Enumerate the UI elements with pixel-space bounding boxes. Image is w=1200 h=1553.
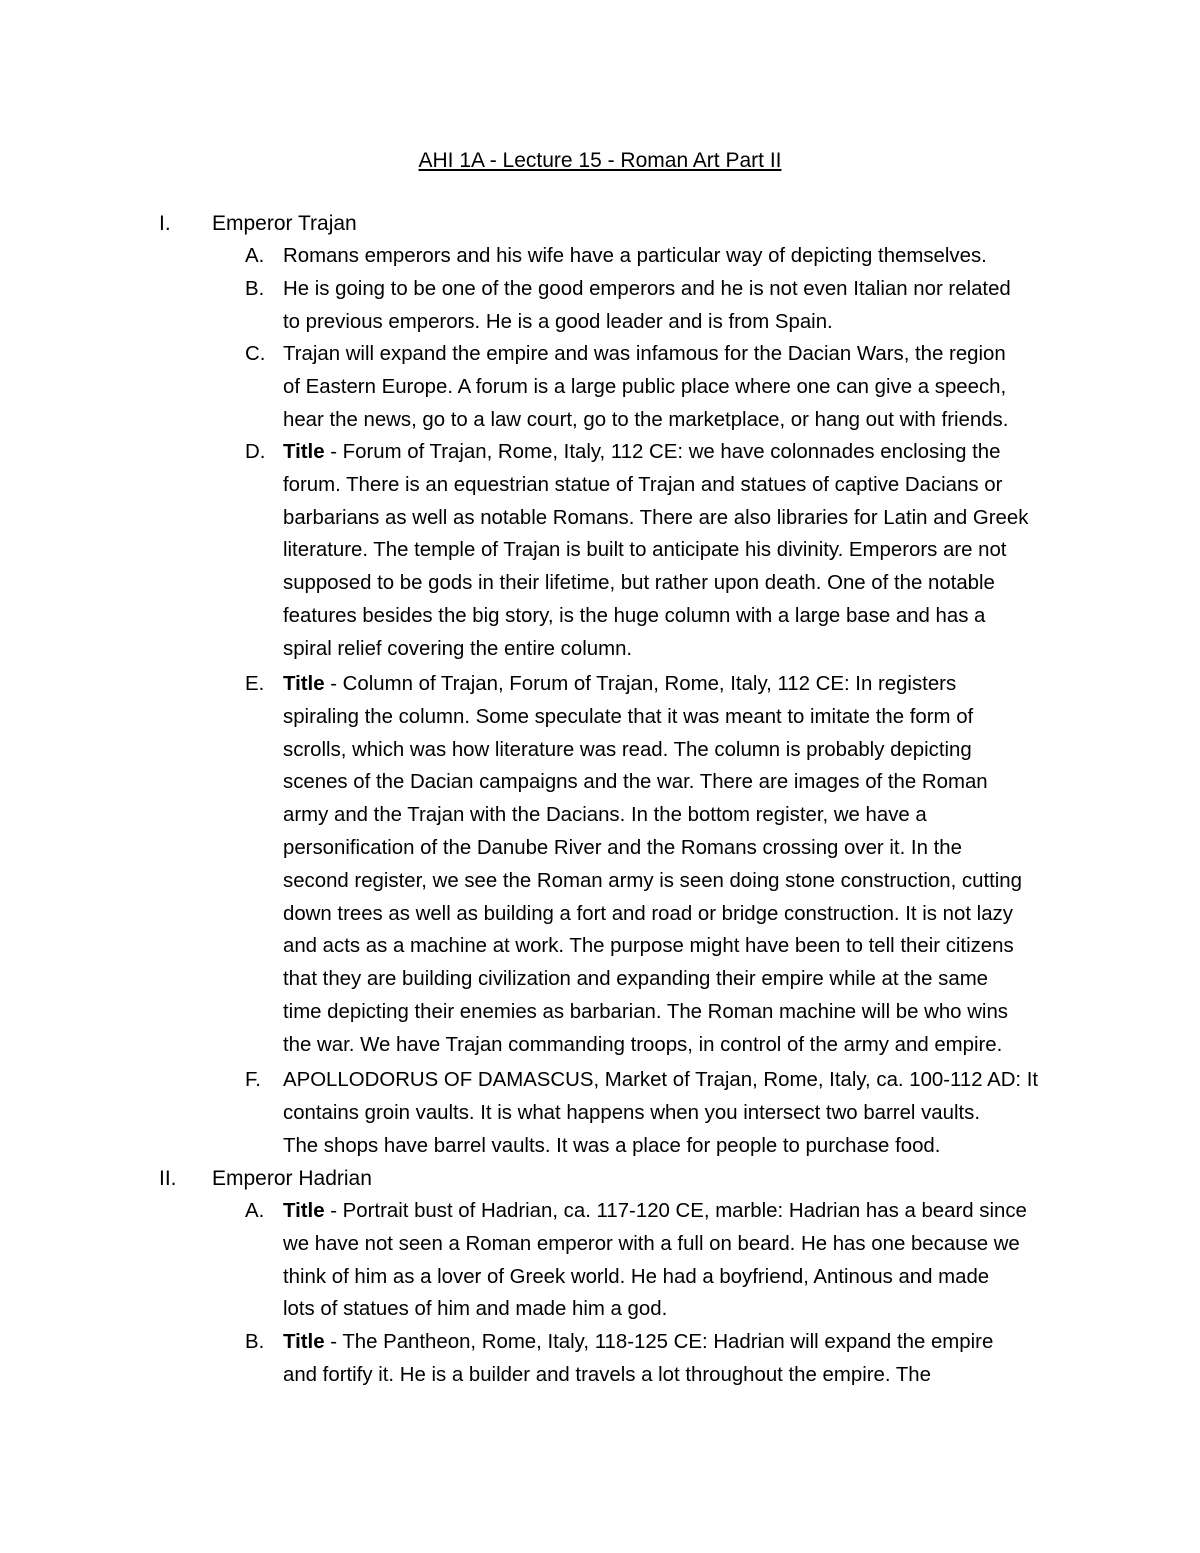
item-line: time depicting their enemies as barbarian. The Roman machine will be who wins [283,1000,1008,1023]
title-label: Title [283,441,325,463]
section-title: Emperor Hadrian [212,1167,372,1190]
item-body [283,1064,1068,1162]
item-line: supposed to be gods in their lifetime, but rather upon death. One of the notable [283,572,995,595]
item-line: spiraling the column. Some speculate that it was meant to imitate the form of [283,705,974,728]
item-line: spiral relief covering the entire column. [283,637,633,660]
item-letter: C. [245,343,266,365]
item-line: hear the news, go to a law court, go to the marketplace, or hang out with friends. [283,408,1009,431]
section-title: Emperor Trajan [212,212,357,235]
item-line: features besides the big story, is the huge column with a large base and has a [283,604,986,627]
item-line: APOLLODORUS OF DAMASCUS, Market of Trajan, Rome, Italy, ca. 100-112 AD: It [283,1069,1039,1091]
section-numeral: I. [159,212,171,235]
item-letter: B. [245,278,265,300]
item-line: scenes of the Dacian campaigns and the war. There are images of the Roman [283,771,988,794]
item-letter: A. [245,245,265,267]
item-line-rest: - Portrait bust of Hadrian, ca. 117-120 CE, marble: Hadrian has a beard since [324,1200,1027,1222]
item-line: think of him as a lover of Greek world. He had a boyfriend, Antinous and made [283,1265,990,1288]
item-line: forum. There is an equestrian statue of Trajan and statues of captive Dacians or [283,473,1003,496]
item-body [283,1195,1068,1326]
title-label: Title [283,1331,325,1353]
item-line-rest: - Forum of Trajan, Rome, Italy, 112 CE: we have colonnades enclosing the [324,441,1001,463]
item-line: scrolls, which was how literature was read. The column is probably depicting [283,738,972,761]
item-line: Trajan will expand the empire and was infamous for the Dacian Wars, the region [283,343,1006,365]
item-body [283,436,1068,666]
item-line [283,1195,1068,1228]
item-letter: A. [245,1200,265,1222]
item-line: The shops have barrel vaults. It was a place for people to purchase food. [283,1134,941,1157]
item-line [283,436,1068,469]
item-line: second register, we see the Roman army is seen doing stone construction, cutting [283,869,1022,892]
item-line: we have not seen a Roman emperor with a full on beard. He has one because we [283,1232,1020,1255]
item-line: contains groin vaults. It is what happens when you intersect two barrel vaults. [283,1101,981,1124]
item-line [283,1326,1068,1359]
item-line: barbarians as well as notable Romans. There are also libraries for Latin and Greek [283,506,1029,529]
item-body [283,338,1068,436]
item-line: and acts as a machine at work. The purpose might have been to tell their citizens [283,935,1014,958]
item-line-rest: - Column of Trajan, Forum of Trajan, Rome, Italy, 112 CE: In registers [324,673,957,695]
item-line [283,668,1068,701]
item-line: lots of statues of him and made him a god. [283,1298,668,1321]
item-line: the war. We have Trajan commanding troops, in control of the army and empire. [283,1033,1003,1056]
item-line-rest: - The Pantheon, Rome, Italy, 118-125 CE: Hadrian will expand the empire [324,1331,994,1353]
item-body [283,1326,1068,1392]
page-title: AHI 1A - Lecture 15 - Roman Art Part II [418,149,782,172]
section-numeral: II. [159,1167,177,1190]
item-body [283,668,1068,1062]
item-letter: E. [245,673,265,695]
item-line: of Eastern Europe. A forum is a large public place where one can give a speech, [283,375,1007,398]
item-line: and fortify it. He is a builder and travels a lot throughout the empire. The [283,1363,931,1386]
item-line: He is going to be one of the good emperors and he is not even Italian nor related [283,278,1011,300]
title-label: Title [283,673,325,695]
item-line: to previous emperors. He is a good leader and is from Spain. [283,310,833,333]
item-line: literature. The temple of Trajan is built to anticipate his divinity. Emperors are not [283,539,1007,562]
title-label: Title [283,1200,325,1222]
item-line: Romans emperors and his wife have a particular way of depicting themselves. [283,245,987,267]
item-body [283,240,1068,273]
item-line: army and the Trajan with the Dacians. In the bottom register, we have a [283,804,927,827]
item-letter: B. [245,1331,265,1353]
item-line: down trees as well as building a fort and road or bridge construction. It is not lazy [283,902,1013,925]
item-letter: D. [245,441,266,463]
item-line: that they are building civilization and expanding their empire while at the same [283,968,989,991]
item-line: personification of the Danube River and the Romans crossing over it. In the [283,836,962,859]
item-body [283,273,1068,339]
item-letter: F. [245,1069,261,1091]
